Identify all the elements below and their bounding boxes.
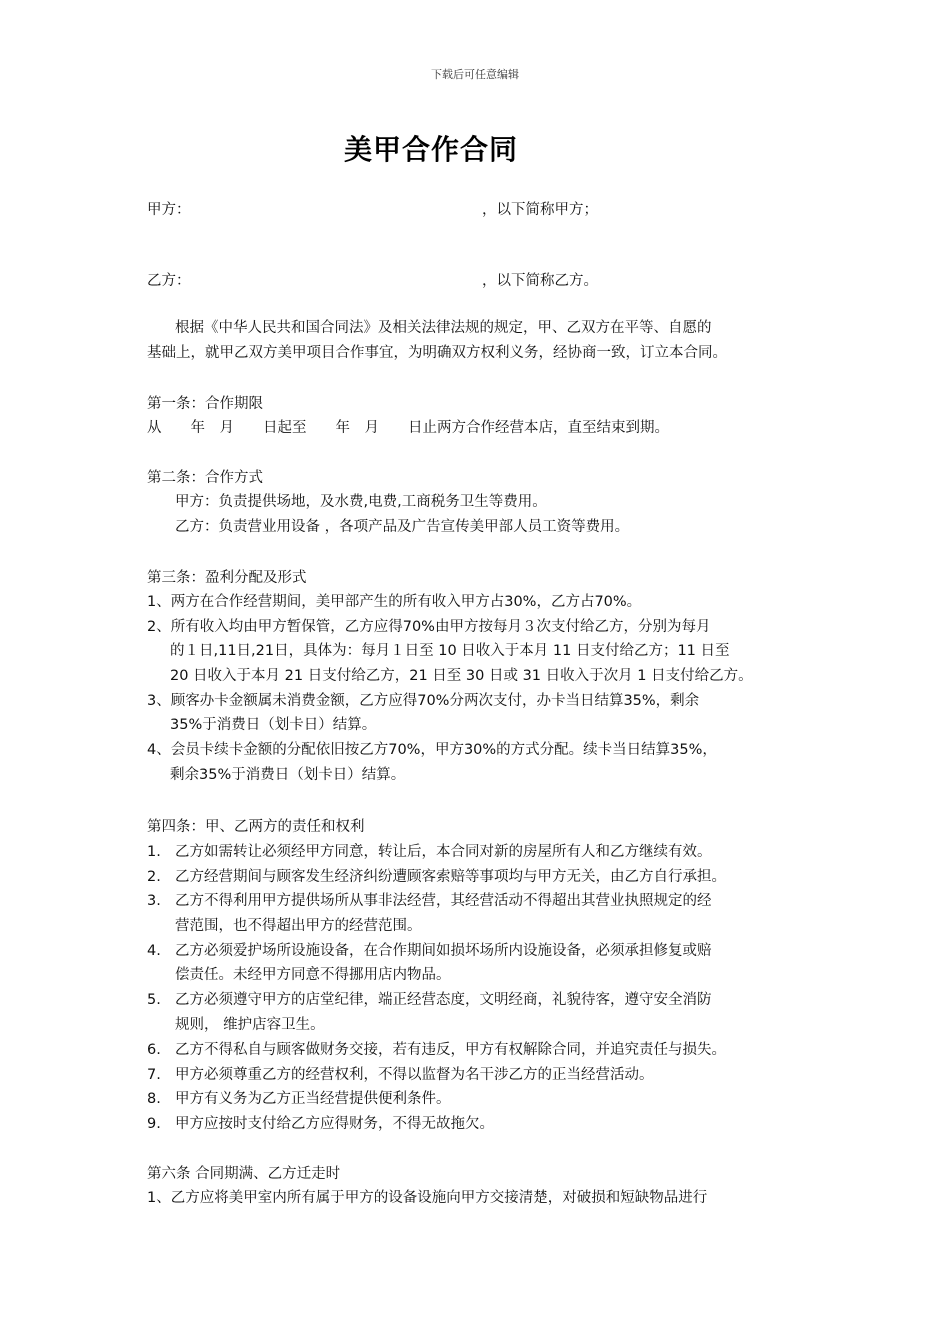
article-4-item-7-text: 甲方必须尊重乙方的经营权利，不得以监督为名干涉乙方的正当经营活动。 <box>175 1067 654 1083</box>
article-3-item-4-line-1: 4、会员卡续卡金额的分配依旧按乙方70%，甲方30%的方式分配。续卡当日结算35%， <box>147 742 717 758</box>
article-4-item-1-number: 1. <box>147 844 161 860</box>
article-4-item-8-text: 甲方有义务为乙方正当经营提供便利条件。 <box>175 1091 451 1107</box>
party-a-suffix: ，以下简称甲方； <box>482 202 598 218</box>
article-2-party-b: 乙方：负责营业用设备 ，各项产品及广告宣传美甲部人员工资等费用。 <box>175 519 630 535</box>
article-1-heading: 第一条：合作期限 <box>147 396 263 412</box>
article-4-item-1-text: 乙方如需转让必须经甲方同意，转让后，本合同对新的房屋所有人和乙方继续有效。 <box>175 844 712 860</box>
article-3-item-3-line-2: 35%于消费日（划卡日）结算。 <box>170 717 377 733</box>
page-header: 下载后可任意编辑 <box>431 68 519 81</box>
article-4-item-9-text: 甲方应按时支付给乙方应得财务，不得无故拖欠。 <box>175 1116 494 1132</box>
article-3-item-2-line-3: 20 日收入于本月 21 日支付给乙方，21 日至 30 日或 31 日收入于次月 1 日支付给乙方。 <box>170 668 753 684</box>
article-3-heading: 第三条：盈利分配及形式 <box>147 570 307 586</box>
article-4-heading: 第四条：甲、乙两方的责任和权利 <box>147 819 365 835</box>
article-4-item-5-text-1: 乙方必须遵守甲方的店堂纪律，端正经营态度，文明经商，礼貌待客，遵守安全消防 <box>175 992 712 1008</box>
preamble-line-2: 基础上，就甲乙双方美甲项目合作事宜，为明确双方权利义务，经协商一致，订立本合同。 <box>147 345 727 361</box>
article-3-item-3-line-1: 3、顾客办卡金额属未消费金额，乙方应得70%分两次支付，办卡当日结算35%，剩余 <box>147 693 700 709</box>
party-a-label: 甲方： <box>147 202 191 218</box>
preamble-line-1: 根据《中华人民共和国合同法》及相关法律法规的规定，甲、乙双方在平等、自愿的 <box>175 320 712 336</box>
article-6-item-1-line-1: 1、乙方应将美甲室内所有属于甲方的设备设施向甲方交接清楚，对破损和短缺物品进行 <box>147 1190 708 1206</box>
article-4-item-4-text-2: 偿责任。未经甲方同意不得挪用店内物品。 <box>175 967 451 983</box>
article-4-item-6-number: 6. <box>147 1042 161 1058</box>
article-3-item-1: 1、两方在合作经营期间，美甲部产生的所有收入甲方占30%，乙方占70%。 <box>147 594 642 610</box>
article-2-party-a: 甲方：负责提供场地，及水费,电费,工商税务卫生等费用。 <box>175 494 547 510</box>
article-3-item-2-line-1: 2、所有收入均由甲方暂保管，乙方应得70%由甲方按每月３次支付给乙方，分别为每月 <box>147 619 711 635</box>
article-4-item-7-number: 7. <box>147 1067 161 1083</box>
article-2-heading: 第二条：合作方式 <box>147 470 263 486</box>
article-4-item-6-text: 乙方不得私自与顾客做财务交接，若有违反，甲方有权解除合同，并追究责任与损失。 <box>175 1042 726 1058</box>
article-4-item-3-text-2: 营范围，也不得超出甲方的经营范围。 <box>175 918 422 934</box>
article-4-item-8-number: 8. <box>147 1091 161 1107</box>
article-4-item-5-number: 5. <box>147 992 161 1008</box>
article-4-item-4-text-1: 乙方必须爱护场所设施设备，在合作期间如损坏场所内设施设备，必须承担修复或赔 <box>175 943 712 959</box>
party-b-label: 乙方： <box>147 273 191 289</box>
article-4-item-9-number: 9. <box>147 1116 161 1132</box>
article-4-item-3-number: 3. <box>147 893 161 909</box>
article-4-item-2-number: 2. <box>147 869 161 885</box>
article-3-item-4-line-2: 剩余35%于消费日（划卡日）结算。 <box>170 767 406 783</box>
article-4-item-2-text: 乙方经营期间与顾客发生经济纠纷遭顾客索赔等事项均与甲方无关，由乙方自行承担。 <box>175 869 726 885</box>
article-3-item-2-line-2: 的１日,11日,21日，具体为：每月１日至 10 日收入于本月 11 日支付给乙方；11 日至 <box>170 643 730 659</box>
article-6-heading: 第六条 合同期满、乙方迁走时 <box>147 1166 341 1182</box>
article-1-body: 从 年 月 日起至 年 月 日止两方合作经营本店，直至结束到期。 <box>147 420 669 436</box>
article-4-item-4-number: 4. <box>147 943 161 959</box>
party-b-suffix: ，以下简称乙方。 <box>482 273 598 289</box>
article-4-item-3-text-1: 乙方不得利用甲方提供场所从事非法经营，其经营活动不得超出其营业执照规定的经 <box>175 893 712 909</box>
document-title: 美甲合作合同 <box>344 133 519 166</box>
article-4-item-5-text-2: 规则， 维护店容卫生。 <box>175 1017 325 1033</box>
